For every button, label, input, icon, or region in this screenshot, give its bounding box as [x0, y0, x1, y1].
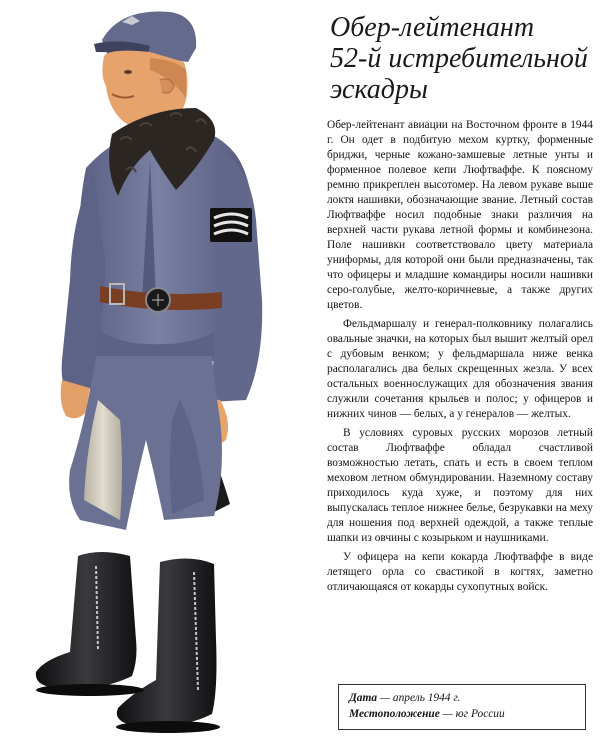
title-line-3: эскадры — [330, 74, 428, 105]
date-location-caption — [338, 684, 586, 730]
flight-boots — [36, 552, 220, 733]
paragraph-3: В условиях суровых русских морозов летный состав Люфтваффе обладал счастливой возможностью летать, спать и есть в своем теплом меховом летном обмундировании. Наземному составу приходилось куда хуже, и поэтому для них выпускалась теплое нижнее белье, безрукавки на меху для ношения под верхней одеждой, а также теплые шапки из овчины с козырьком и наушниками. — [327, 427, 593, 544]
rank-sleeve-patch — [210, 208, 252, 242]
breeches — [69, 356, 222, 530]
right-boot — [36, 552, 137, 689]
paragraph-4: У офицера на кепи кокарда Люфтваффе в виде летящего орла со свастикой в когтях, заметно отличающаяся от кокарды сухопутных войск. — [327, 551, 593, 593]
date-value: — апрель 1944 г. — [377, 692, 461, 704]
left-sleeve — [210, 152, 262, 402]
date-label: Дата — [349, 692, 378, 704]
location-line — [349, 706, 575, 722]
paragraph-1: Обер-лейтенант авиации на Восточном фронте в 1944 г. Он одет в подбитую мехом куртку, форменные бриджи, черные кожано-замшевые летные унты и форменное полевое кепи Люфтваффе. К поясному ремню прикреплен высотомер. На левом рукаве выше локтя нашивки, обозначающие звание. Летный состав Люфтваффе носил подобные знаки различия на верхней части рукава летной формы и комбинезона. Поле нашивки соответствовало цвету материала униформы, для которой они были предназначены, так что офицеры и младшие командиры носили нашивки серо-голубые, желто-коричневые, а также других цветов. — [327, 119, 593, 311]
location-value: — юг России — [439, 708, 505, 720]
article-title — [330, 12, 592, 105]
article-body — [327, 118, 593, 599]
title-line-1: Обер-лейтенант — [330, 12, 535, 43]
paragraph-2: Фельдмаршалу и генерал-полковнику полагались овальные значки, на которых был вышит желтый орел с дубовым венком; у фельдмаршала ниже венка располагались два белых скрещенных жезла. У всех остальных военнослужащих для обозначения звания служили сочетания крыльев и полос; у офицеров и нижних чинов — белых, а у генералов — желтых. — [327, 318, 593, 420]
date-line — [349, 690, 575, 706]
location-label: Местоположение — [349, 708, 440, 720]
title-line-2: 52-й истребительной — [330, 43, 588, 74]
